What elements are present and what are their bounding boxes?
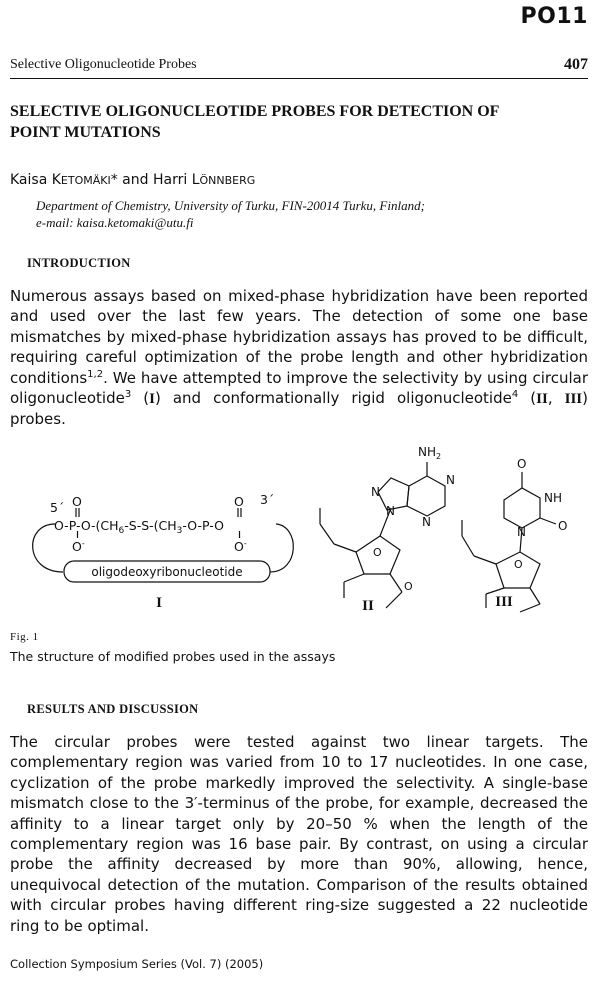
loop-right-arc [270, 524, 293, 572]
introduction-paragraph [10, 286, 588, 430]
structure-label-II: II [362, 598, 374, 614]
chain-part-2: -S-S-(CH [124, 518, 177, 533]
uracil-nh: NH [544, 491, 562, 505]
purine-n9: N [386, 504, 395, 518]
running-header [10, 48, 588, 79]
author2-initial: L [191, 172, 200, 188]
uracil-oxygen-2: O [558, 519, 568, 533]
bridge-oxygen-II: O [404, 580, 413, 593]
title-line-1: SELECTIVE OLIGONUCLEOTIDE PROBES FOR DETECTION OF [10, 103, 500, 120]
phosphate-oxygen-left: O [72, 494, 82, 509]
intro-text-e: ( [518, 389, 537, 408]
results-paragraph: The circular probes were tested against two linear targets. The complementary region was varied from 10 to 17 nucleotides. In one case, cyclization of the probe markedly improved the selectivity. A single-base mismatch close to the 3′-terminus of the probe, for example, decreased the affinity to a linear target only by 20–50 % when the length of the complementary region was 16 base pair. By contrast, on using a circular probe the affinity decreased by more than 90%, allowing, hence, unequivocal detection of the mutation. Comparison of the results obtained with circular probes having different ring-size suggested a 22 nucleotide ring to be optimal. [10, 733, 588, 935]
anion-oxygen-right: O- [234, 539, 247, 554]
purine-n7: N [371, 485, 380, 499]
author1-initial: K [51, 172, 61, 188]
page-number: 407 [564, 56, 588, 73]
figure-structures [8, 440, 593, 620]
paper-title [10, 101, 570, 143]
three-prime-label: 3´ [260, 492, 275, 507]
intro-text-b: . We have attempted to improve the selectivity by using circular oligonucleotide [10, 368, 588, 408]
title-line-2: POINT MUTATIONS [10, 124, 161, 141]
purine-n3: N [422, 515, 431, 529]
structure-label-III: III [495, 594, 513, 610]
author1-given: Kaisa [10, 172, 52, 188]
footer-citation: Collection Symposium Series (Vol. 7) (2005) [10, 957, 264, 971]
intro-compound-III: III [564, 391, 583, 408]
amino-group: $NH_2$ [418, 445, 442, 461]
ring-oxygen-II: O [373, 546, 382, 559]
corresponding-mark: * [110, 172, 118, 188]
chain-sub-3: 3 [176, 526, 183, 536]
chain-sub-6: 6 [118, 526, 125, 536]
five-prime-label: 5´ [50, 500, 65, 515]
figure-label: Fig. 1 [10, 631, 39, 643]
results-heading: RESULTS AND DISCUSSION [27, 702, 199, 716]
structure-II-bonds [320, 462, 445, 608]
ring-oxygen-III: O [514, 558, 523, 571]
chain-part-1: O-P-O-(CH [54, 518, 119, 533]
intro-compound-II: II [536, 391, 548, 408]
phosphate-oxygen-right: O [234, 494, 244, 509]
intro-ref-3: 3 [124, 389, 132, 401]
oligo-label: oligodeoxyribonucleotide [91, 565, 243, 579]
running-title: Selective Oligonucleotide Probes [10, 57, 197, 72]
paper-code: PO11 [520, 4, 588, 29]
authors [10, 172, 255, 188]
intro-ref-4: 4 [511, 389, 519, 401]
affiliation-line-1: Department of Chemistry, University of Turku, FIN-20014 Turku, Finland; [36, 198, 425, 213]
linker-chain [54, 518, 224, 536]
author1-surname: ETOMÄKI [60, 174, 111, 187]
structure-label-I: I [156, 595, 162, 611]
intro-text-g: ) probes. [10, 389, 588, 429]
intro-compound-I: I [149, 391, 155, 408]
author2-surname: ÖNNBERG [199, 174, 256, 187]
intro-text-a: Numerous assays based on mixed-phase hybridization have been reported and used over the last few years. The detection of some one base mismatches by mixed-phase hybridization assays has proved to be difficult, requiring careful optimization of the probe length and other hybridization conditions [10, 287, 588, 387]
figure-caption: The structure of modified probes used in the assays [10, 649, 336, 664]
anion-oxygen-left: O- [72, 539, 85, 554]
intro-text-f: , [547, 389, 565, 408]
intro-text-d: ) and conformationally rigid oligonucleotide [154, 389, 512, 408]
uracil-n1: N [517, 525, 526, 539]
introduction-heading: INTRODUCTION [27, 256, 131, 270]
uracil-oxygen-4: O [517, 457, 527, 471]
purine-n1: N [446, 473, 455, 487]
intro-ref-1-2: 1,2 [87, 368, 104, 380]
author-join: and Harri [117, 172, 192, 188]
intro-text-c: ( [131, 389, 150, 408]
structure-III-bonds [462, 472, 556, 612]
chain-part-3: -O-P-O [182, 518, 224, 533]
affiliation-email: e-mail: kaisa.ketomaki@utu.fi [36, 215, 194, 230]
affiliation [36, 197, 425, 231]
